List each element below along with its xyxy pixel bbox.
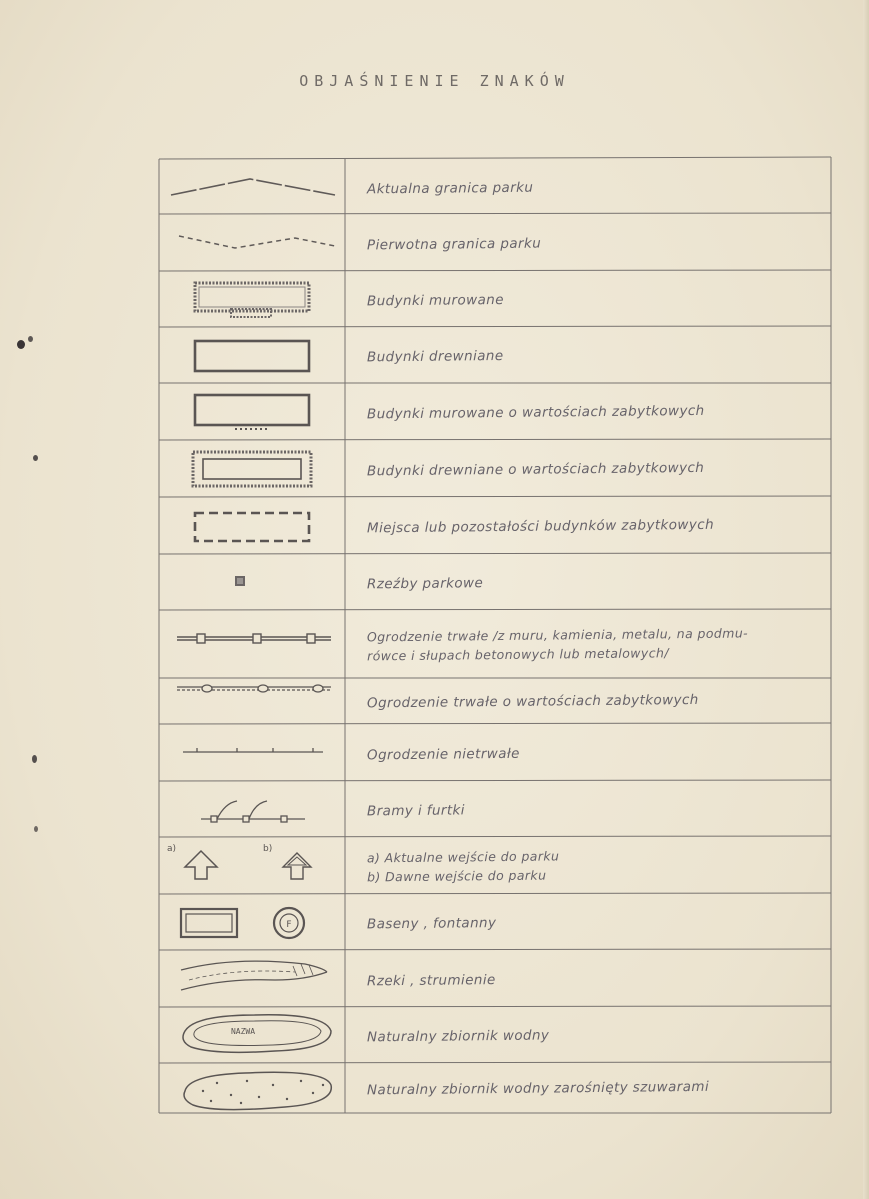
legend-row [155,497,835,554]
legend-label: Rzeźby parkowe [366,575,484,593]
legend-row [155,554,835,610]
legend-label [367,608,828,681]
rivers-streams-symbol [155,950,345,1007]
legend-label: Miejsca lub pozostałości budynków zabytkowych [366,516,715,536]
fountain-letter: F [286,920,292,930]
legend-row [155,724,835,781]
legend-row [155,214,835,271]
pond-name-label: NAZWA [230,1027,256,1036]
entrance-tag-a: a) [167,844,177,854]
punch-hole-mark [33,455,38,461]
punch-hole-mark [34,826,38,832]
park-entrances-symbol [155,837,345,893]
punch-hole-mark [28,336,33,342]
legend-table [155,155,835,1117]
legend-row [155,440,835,497]
historic-building-remains-symbol [155,497,345,554]
original-boundary-symbol [155,214,345,271]
legend-row [155,837,835,893]
masonry-building-symbol [155,271,345,327]
legend-label: Budynki murowane o wartościach zabytkowych [366,402,705,422]
legend-label [367,835,828,896]
punch-hole-mark [32,755,37,763]
legend-row [155,893,835,950]
overgrown-water-body-symbol [155,1063,345,1113]
legend-label-line: a) Aktualne wejście do parku [366,848,560,866]
legend-label: Naturalny zbiornik wodny [366,1027,550,1046]
legend-label: Pierwotna granica parku [366,235,542,253]
legend-label-line: rówce i słupach betonowych lub metalowych/ [367,645,669,664]
legend-label: Aktualna granica parku [366,179,534,197]
legend-label: Budynki drewniane [366,347,504,366]
legend-label: Budynki drewniane o wartościach zabytkowych [366,459,705,479]
gates-symbol [155,781,345,837]
punch-hole-mark [17,340,25,349]
legend-label-line: Ogrodzenie trwałe /z muru, kamienia, metalu, na podmu- [366,625,749,645]
page-edge [863,0,869,1199]
legend-label-line: b) Dawne wejście do parku [367,867,547,885]
legend-label: Rzeki , strumienie [366,971,496,989]
actual-boundary-symbol [155,159,345,214]
legend-label: Baseny , fontanny [366,914,497,932]
temporary-fence-symbol [155,724,345,781]
legend-row [155,610,835,678]
legend-row [155,383,835,440]
legend-row [155,327,835,383]
legend-label: Bramy i furtki [366,802,465,820]
wooden-building-symbol [155,327,345,383]
legend-row [155,1007,835,1063]
entrance-tag-b: b) [263,844,273,854]
legend-label: Naturalny zbiornik wodny zarośnięty szuwarami [366,1078,710,1099]
legend-row [155,1063,835,1113]
legend-label: Ogrodzenie nietrwałe [366,745,520,763]
historic-permanent-fence-symbol [155,678,345,724]
natural-water-body-symbol [155,1007,345,1063]
pools-fountains-symbol [155,893,345,950]
legend-row [155,159,835,214]
historic-masonry-building-symbol [155,383,345,440]
historic-wooden-building-symbol [155,440,345,497]
legend-row [155,678,835,724]
park-sculpture-symbol [155,554,345,610]
legend-label: Ogrodzenie trwałe o wartościach zabytkowych [366,691,699,712]
legend-label: Budynki murowane [366,291,504,310]
page-title: OBJAŚNIENIE ZNAKÓW [299,72,570,90]
legend-row [155,271,835,327]
legend-row [155,781,835,837]
permanent-fence-symbol [155,610,345,678]
legend-row [155,950,835,1007]
